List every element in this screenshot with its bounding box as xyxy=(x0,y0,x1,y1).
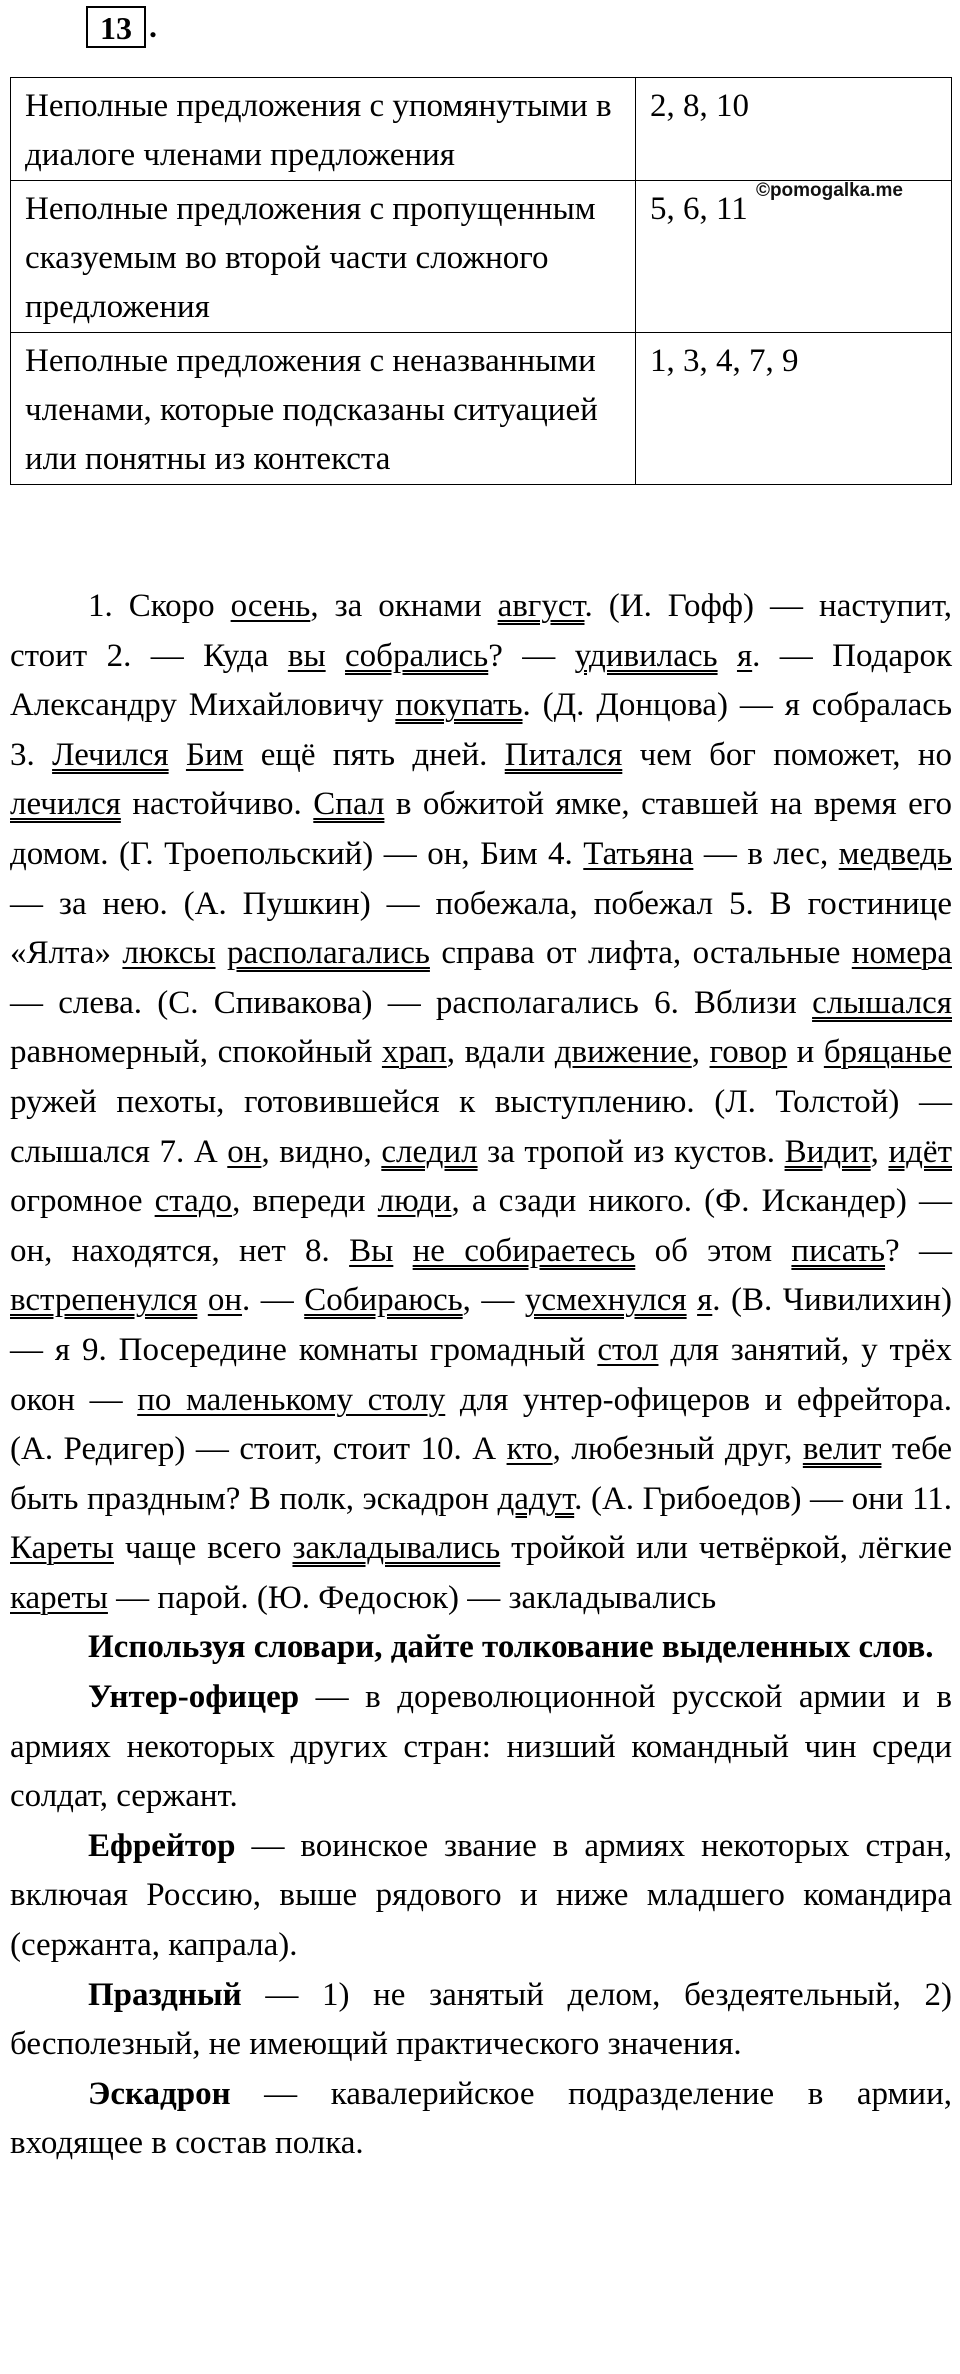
text-segment: , видно, xyxy=(261,1133,382,1170)
text-segment: равномерный, спокойный xyxy=(10,1034,382,1071)
definition-unter-officer xyxy=(10,1673,952,1822)
text-segment: об этом xyxy=(635,1232,792,1269)
text-segment: — парой. (Ю. Федосюк) — закладывались xyxy=(107,1579,717,1616)
table-cell-numbers: 1, 3, 4, 7, 9 xyxy=(636,333,952,485)
definition-text: — в дореволюционной русской армии и в армиях некоторых других стран: низший командный чин среди солдат, сержант. xyxy=(10,1679,952,1815)
definition-eskadron xyxy=(10,2070,952,2169)
text-segment: , а сзади никого. (Ф. Искандер) — он, находятся, нет 8. xyxy=(10,1183,952,1269)
text-segment: , за окнами xyxy=(310,588,498,624)
definition-efreitor xyxy=(10,1822,952,1971)
text-segment: , — xyxy=(462,1282,525,1319)
definition-term: Ефрейтор xyxy=(88,1827,236,1864)
table-cell-label: Неполные предложения с пропущенным сказуемым во второй части сложного предложения xyxy=(11,181,636,333)
text-segment: ружей пехоты, готовившейся к выступлению. (Л. Толстой) — слышался 7. А xyxy=(10,1083,952,1170)
predicate-underline: покупать xyxy=(395,687,523,724)
predicate-underline: Собираюсь xyxy=(304,1282,463,1319)
predicate-underline: закладывались xyxy=(292,1530,501,1567)
text-segment: ? — xyxy=(488,637,575,674)
text-segment: . — xyxy=(241,1282,305,1319)
text-segment: 1. Скоро xyxy=(88,588,231,624)
definition-text: — кавалерийское подразделение в армии, входящее в состав полка. xyxy=(10,2075,952,2162)
sentences-paragraph xyxy=(10,582,952,1623)
text-segment xyxy=(687,1282,697,1318)
subject-underline: стадо xyxy=(154,1183,233,1220)
subject-underline: Бим xyxy=(185,736,244,773)
definition-term: Унтер-офицер xyxy=(88,1679,300,1716)
subject-underline: вы xyxy=(287,637,326,674)
text-segment: настойчиво. xyxy=(120,786,314,823)
predicate-underline: не собираетесь xyxy=(412,1232,636,1269)
subject-underline: Кареты xyxy=(10,1530,114,1567)
text-segment: , xyxy=(691,1034,710,1071)
subject-underline: по маленькому столу xyxy=(137,1381,446,1418)
table-cell-label: Неполные предложения с упомянутыми в диалоге членами предложения xyxy=(11,78,636,181)
predicate-underline: Питался xyxy=(504,736,623,773)
text-segment: . — Подарок Александру Михайловичу xyxy=(10,637,953,724)
predicate-underline: собрались xyxy=(345,637,489,674)
definition-text: — воинское звание в армиях некоторых стран, включая Россию, выше рядового и ниже младшего командира (сержанта, капрала). xyxy=(10,1827,952,1964)
predicate-underline: Лечился xyxy=(52,736,169,773)
text-segment: и xyxy=(787,1034,824,1071)
predicate-underline: встрепенулся xyxy=(10,1282,198,1319)
text-segment: , xyxy=(870,1133,889,1170)
text-segment: в обжитой ямке, ставшей на время его домом. (Г. Троепольский) — он, Бим 4. xyxy=(10,786,953,872)
text-segment: справа от лифта, остальные xyxy=(429,935,852,972)
text-body xyxy=(10,582,952,2169)
answer-table xyxy=(10,77,952,485)
text-segment xyxy=(197,1282,207,1318)
predicate-underline: удивилась xyxy=(574,637,718,674)
text-segment: огромное xyxy=(10,1183,155,1220)
subject-underline: он xyxy=(227,1133,262,1170)
text-segment: ? — xyxy=(885,1232,953,1269)
text-segment: . (И. Гофф) — наступит, стоит 2. — Куда xyxy=(10,588,952,674)
text-segment xyxy=(393,1233,412,1269)
predicate-underline: располагались xyxy=(226,935,430,972)
text-segment: тройкой или четвёркой, лёгкие xyxy=(500,1530,952,1567)
definition-text: — 1) не занятый делом, бездеятельный, 2) бесполезный, не имеющий практического значения. xyxy=(10,1976,952,2063)
text-segment: , впереди xyxy=(232,1183,378,1220)
predicate-underline: Спал xyxy=(313,786,385,823)
text-segment: — за нею. (А. Пушкин) — побежала, побежал 5. В гостинице «Ялта» xyxy=(10,885,952,972)
text-segment: , вдали xyxy=(446,1034,555,1071)
subject-underline: Татьяна xyxy=(583,835,694,872)
text-segment: для унтер-офицеров и ефрейтора. (А. Редигер) — стоит, стоит 10. А xyxy=(10,1381,952,1468)
predicate-underline: август xyxy=(497,588,585,624)
text-segment: — в лес, xyxy=(693,835,839,872)
task-number: 13 xyxy=(86,6,146,48)
task-number-dot: . xyxy=(149,8,157,44)
predicate-underline: слышался xyxy=(812,984,952,1021)
subject-underline: я xyxy=(736,637,753,674)
table-row xyxy=(11,78,952,181)
predicate-underline: усмехнулся xyxy=(524,1282,687,1319)
text-segment: чаще всего xyxy=(113,1530,293,1567)
subject-underline: движение xyxy=(554,1034,692,1071)
text-segment: , любезный друг, xyxy=(552,1431,803,1468)
task-heading: Используя словари, дайте толкование выделенных слов. xyxy=(88,1629,934,1666)
subject-underline: люксы xyxy=(122,935,216,972)
text-segment: чем бог поможет, но xyxy=(622,736,952,773)
numbers-text: 2, 8, 10 xyxy=(650,88,749,124)
table-row xyxy=(11,181,952,333)
table-cell-numbers: 5, 6, 11 xyxy=(636,181,952,333)
text-segment xyxy=(169,737,186,773)
subject-underline: он xyxy=(207,1282,242,1319)
table-cell-numbers xyxy=(636,78,952,201)
text-segment: . (А. Грибоедов) — они 11. xyxy=(574,1480,952,1517)
definition-term: Эскадрон xyxy=(88,2075,231,2112)
predicate-underline: писать xyxy=(791,1232,886,1269)
subject-underline: медведь xyxy=(838,835,952,872)
definition-prazdny xyxy=(10,1971,952,2070)
text-segment: — слева. (С. Спивакова) — располагались 6. Вблизи xyxy=(10,984,813,1021)
subject-underline: люди xyxy=(377,1183,452,1220)
subject-underline: Вы xyxy=(349,1232,394,1269)
text-segment: ещё пять дней. xyxy=(243,736,505,773)
watermark: ©pomogalka.me xyxy=(755,180,903,201)
text-segment xyxy=(326,638,345,674)
text-segment: . (В. Чивилихин) — я 9. Посередине комнаты громадный xyxy=(10,1282,953,1368)
predicate-underline: идёт xyxy=(888,1133,953,1170)
table-cell-label: Неполные предложения с неназванными членами, которые подсказаны ситуацией или понятны из контекста xyxy=(11,333,636,485)
text-segment: тебе быть праздным? В полк, эскадрон xyxy=(10,1431,952,1517)
subject-underline: я xyxy=(697,1282,713,1319)
text-segment: за тропой из кустов. xyxy=(477,1133,785,1170)
subject-underline: осень xyxy=(230,588,311,624)
text-segment: . (Д. Донцова) — я собралась 3. xyxy=(10,687,952,773)
subject-underline: стол xyxy=(597,1331,659,1368)
predicate-underline: Видит xyxy=(784,1133,871,1170)
text-segment xyxy=(718,638,737,674)
subject-underline: кареты xyxy=(10,1579,108,1616)
text-segment xyxy=(216,935,227,971)
table-row xyxy=(11,333,952,485)
subject-underline: храп xyxy=(381,1034,447,1071)
subject-underline: кто xyxy=(506,1431,553,1468)
predicate-underline: дадут xyxy=(497,1480,575,1517)
predicate-underline: велит xyxy=(802,1431,882,1468)
definition-term: Праздный xyxy=(88,1976,242,2013)
text-segment: для занятий, у трёх окон — xyxy=(10,1331,953,1418)
subject-underline: номера xyxy=(851,935,952,972)
predicate-underline: лечился xyxy=(10,786,121,823)
predicate-underline: следил xyxy=(381,1133,478,1170)
subject-underline: бряцанье xyxy=(823,1034,952,1071)
subject-underline: говор xyxy=(709,1034,788,1071)
